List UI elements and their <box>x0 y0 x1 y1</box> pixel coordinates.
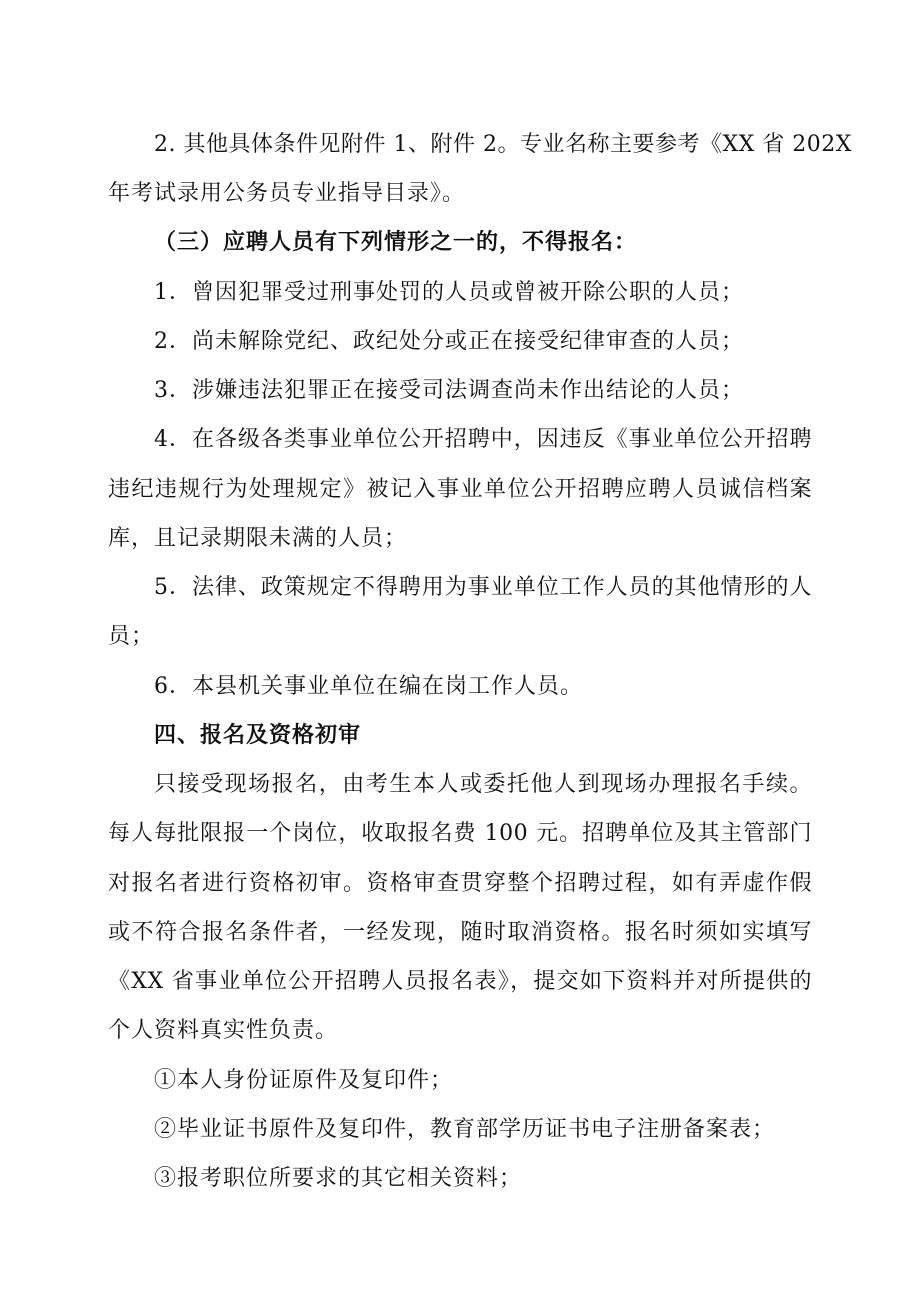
registration-line-3: 对报名者进行资格初审。资格审查贯穿整个招聘过程，如有弄虚作假 <box>108 871 812 896</box>
registration-line-4: 或不符合报名条件者，一经发现，随时取消资格。报名时须如实填写 <box>108 920 812 945</box>
section-heading-3: （三）应聘人员有下列情形之一的，不得报名： <box>154 230 638 255</box>
list-item-5-line-2: 员； <box>108 624 155 649</box>
materials-item-2: ②毕业证书原件及复印件，教育部学历证书电子注册备案表； <box>154 1117 776 1142</box>
list-item-2: 2．尚未解除党纪、政纪处分或正在接受纪律审查的人员； <box>154 329 744 354</box>
list-item-3: 3．涉嫌违法犯罪正在接受司法调查尚未作出结论的人员； <box>154 378 744 403</box>
registration-line-5: 《XX 省事业单位公开招聘人员报名表》，提交如下资料并对所提供的 <box>108 969 812 994</box>
list-item-6: 6．本县机关事业单位在编在岗工作人员。 <box>154 674 583 699</box>
list-item-1: 1．曾因犯罪受过刑事处罚的人员或曾被开除公职的人员； <box>154 280 744 305</box>
paragraph-line-1: 2. 其他具体条件见附件 1、附件 2。专业名称主要参考《XX 省 202X <box>154 132 852 157</box>
materials-item-1: ①本人身份证原件及复印件； <box>154 1068 454 1093</box>
registration-line-1: 只接受现场报名，由考生本人或委托他人到现场办理报名手续。 <box>154 772 812 797</box>
registration-line-2: 每人每批限报一个岗位，收取报名费 100 元。招聘单位及其主管部门 <box>108 821 812 846</box>
paragraph-line-2: 年考试录用公务员专业指导目录》。 <box>108 181 466 206</box>
registration-line-6: 个人资料真实性负责。 <box>108 1018 339 1043</box>
list-item-4-line-2: 违纪违规行为处理规定》被记入事业单位公开招聘应聘人员诚信档案 <box>108 477 812 502</box>
section-heading-4: 四、报名及资格初审 <box>154 723 362 748</box>
list-item-5-line-1: 5．法律、政策规定不得聘用为事业单位工作人员的其他情形的人 <box>154 575 812 600</box>
materials-item-3: ③报考职位所要求的其它相关资料； <box>154 1166 523 1191</box>
list-item-4-line-3: 库，且记录期限未满的人员； <box>108 526 408 551</box>
list-item-4-line-1: 4．在各级各类事业单位公开招聘中，因违反《事业单位公开招聘 <box>154 427 812 452</box>
